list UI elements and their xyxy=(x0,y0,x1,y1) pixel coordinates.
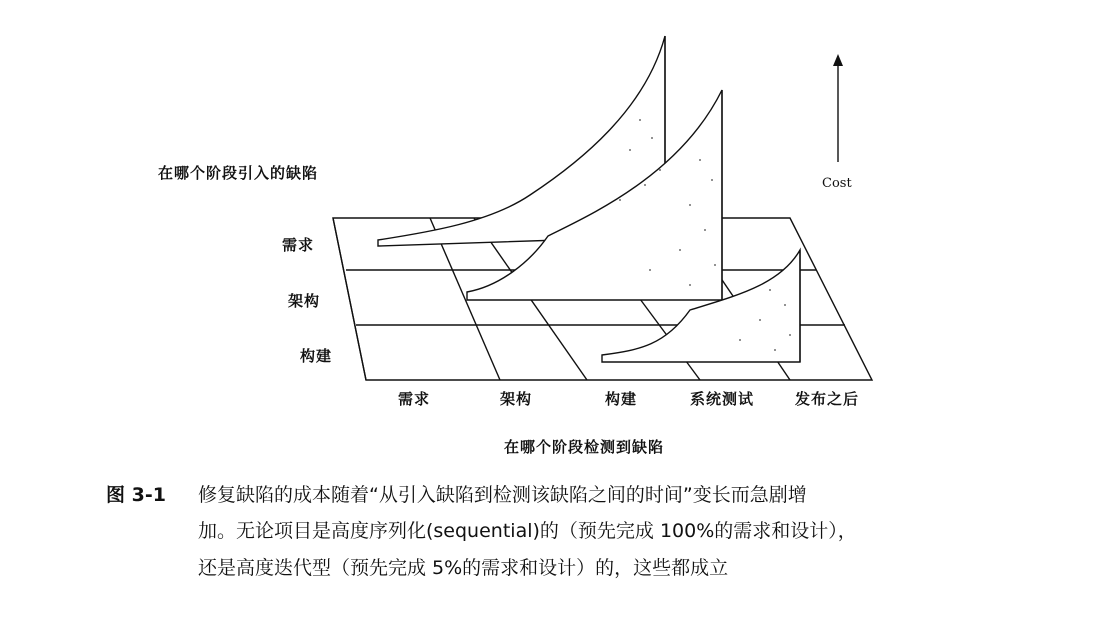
detected-stage-label: 构建 xyxy=(605,390,638,408)
caption-line: 还是高度迭代型（预先完成 5%的需求和设计）的，这些都成立 xyxy=(198,557,729,579)
detected-stage-label: 架构 xyxy=(500,390,533,408)
introduced-stage-label: 架构 xyxy=(288,292,321,310)
y-axis-title: 在哪个阶段引入的缺陷 xyxy=(158,164,319,182)
detected-stage-label: 发布之后 xyxy=(795,390,860,408)
cost-label: Cost xyxy=(822,176,852,191)
figure-number: 图 3-1 xyxy=(106,484,166,506)
caption-line: 加。无论项目是高度序列化(sequential)的（预先完成 100%的需求和设计）， xyxy=(198,520,857,542)
introduced-stage-label: 构建 xyxy=(300,347,333,365)
cost-arrow xyxy=(833,54,843,162)
detected-stage-label: 需求 xyxy=(398,390,431,408)
x-axis-title: 在哪个阶段检测到缺陷 xyxy=(504,438,665,456)
detected-stage-label: 系统测试 xyxy=(690,390,755,408)
caption-line: 修复缺陷的成本随着“从引入缺陷到检测该缺陷之间的时间”变长而急剧增 xyxy=(198,484,807,506)
introduced-stage-label: 需求 xyxy=(282,236,315,254)
